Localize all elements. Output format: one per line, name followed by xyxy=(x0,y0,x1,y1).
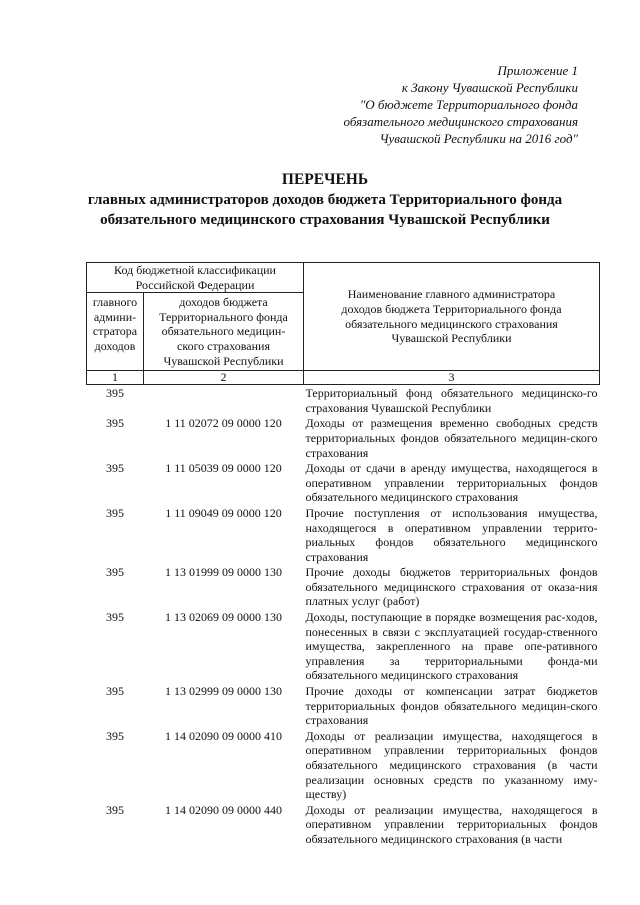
table-row xyxy=(87,415,600,460)
appendix-line-3: "О бюджете Территориального фонда xyxy=(359,97,578,112)
revenue-name-cell: Прочие доходы от компенсации затрат бюджетов территориальных фондов обязательного медицин-ского страхования xyxy=(305,684,598,728)
revenue-name-cell: Доходы от реализации имущества, находящегося в оперативном управлении территориальных фондов обязательного медицинского страхования (в части реализации основных средств по указанному иму-ществу) xyxy=(305,728,598,802)
header-name-column: Наименование главного администратора доходов бюджета Территориального фонда обязательного медицинского страхования Чувашской Республики xyxy=(304,263,600,371)
revenue-name-cell: Прочие доходы бюджетов территориальных фондов обязательного медицинского страхования от оказа-ния платных услуг (работ) xyxy=(305,565,598,609)
header-admin-column: главного админи-стратора доходов xyxy=(87,293,144,371)
table-row xyxy=(87,802,600,847)
header-revenue-code-column: доходов бюджета Территориального фонда обязательного медицин-ского страхования Чувашской Республики xyxy=(144,293,304,371)
admin-code-cell: 395 xyxy=(106,505,124,520)
revenue-code-cell: 1 13 02999 09 0000 130 xyxy=(165,684,282,699)
admin-code-cell: 395 xyxy=(106,728,124,743)
table-row xyxy=(87,385,600,416)
revenue-code-cell: 1 13 01999 09 0000 130 xyxy=(165,565,282,580)
revenue-name-cell: Доходы от сдачи в аренду имущества, находящегося в оперативном управлении территориальных фондов обязательного медицинского страхования xyxy=(305,461,598,505)
table-row xyxy=(87,728,600,802)
revenue-name-cell: Территориальный фонд обязательного медицинско-го страхования Чувашской Республики xyxy=(305,386,598,415)
table-row xyxy=(87,505,600,564)
table-row xyxy=(87,683,600,728)
revenue-code-cell: 1 11 02072 09 0000 120 xyxy=(165,416,282,431)
document-title xyxy=(60,170,590,230)
revenue-code-cell: 1 14 02090 09 0000 410 xyxy=(165,728,282,743)
header-code-group: Код бюджетной классификации Российской Федерации xyxy=(87,263,304,293)
table-body xyxy=(87,385,600,847)
revenue-code-cell: 1 14 02090 09 0000 440 xyxy=(165,802,282,817)
revenue-code-cell: 1 11 09049 09 0000 120 xyxy=(165,505,282,520)
table-row xyxy=(87,460,600,505)
revenue-code-cell: 1 13 02069 09 0000 130 xyxy=(165,610,282,625)
revenue-code-cell xyxy=(144,385,304,416)
table-row xyxy=(87,609,600,683)
appendix-note xyxy=(248,62,578,147)
header-number-1: 1 xyxy=(87,371,144,385)
revenue-name-cell: Доходы от размещения временно свободных средств территориальных фондов обязательного медицин-ского страхования xyxy=(305,416,598,460)
title-main: ПЕРЕЧЕНЬ xyxy=(281,171,369,188)
revenue-code-cell: 1 11 05039 09 0000 120 xyxy=(165,461,282,476)
admin-code-cell: 395 xyxy=(106,461,124,476)
admin-code-cell: 395 xyxy=(106,416,124,431)
header-number-3: 3 xyxy=(304,371,600,385)
title-sub-line-1: главных администраторов доходов бюджета Территориального фонда xyxy=(87,192,563,208)
admin-code-cell: 395 xyxy=(106,565,124,580)
table-row xyxy=(87,564,600,609)
revenue-name-cell: Доходы от реализации имущества, находящегося в оперативном управлении территориальных фондов обязательного медицинского страхования (в части xyxy=(305,802,598,846)
admin-code-cell: 395 xyxy=(106,610,124,625)
admin-code-cell: 395 xyxy=(106,684,124,699)
appendix-line-2: к Закону Чувашской Республики xyxy=(401,80,578,95)
appendix-line-5: Чувашской Республики на 2016 год" xyxy=(379,131,578,146)
admin-code-cell: 395 xyxy=(106,802,124,817)
appendix-line-1: Приложение 1 xyxy=(497,63,578,78)
appendix-line-4: обязательного медицинского страхования xyxy=(343,114,578,129)
header-number-2: 2 xyxy=(144,371,304,385)
revenue-administrators-table xyxy=(86,262,600,847)
admin-code-cell: 395 xyxy=(106,386,124,401)
title-sub-line-2: обязательного медицинского страхования Чувашской Республики xyxy=(100,212,550,228)
revenue-name-cell: Доходы, поступающие в порядке возмещения рас-ходов, понесенных в связи с эксплуатацией государ-ственного имущества, закрепленного на праве опе-ративного управления за территориальными фонда-ми обязательного медицинского страхования xyxy=(305,610,598,683)
revenue-name-cell: Прочие поступления от использования имущества, находящегося в оперативном управлении террито-риальных фондов обязательного медицинского страхования xyxy=(305,505,598,564)
